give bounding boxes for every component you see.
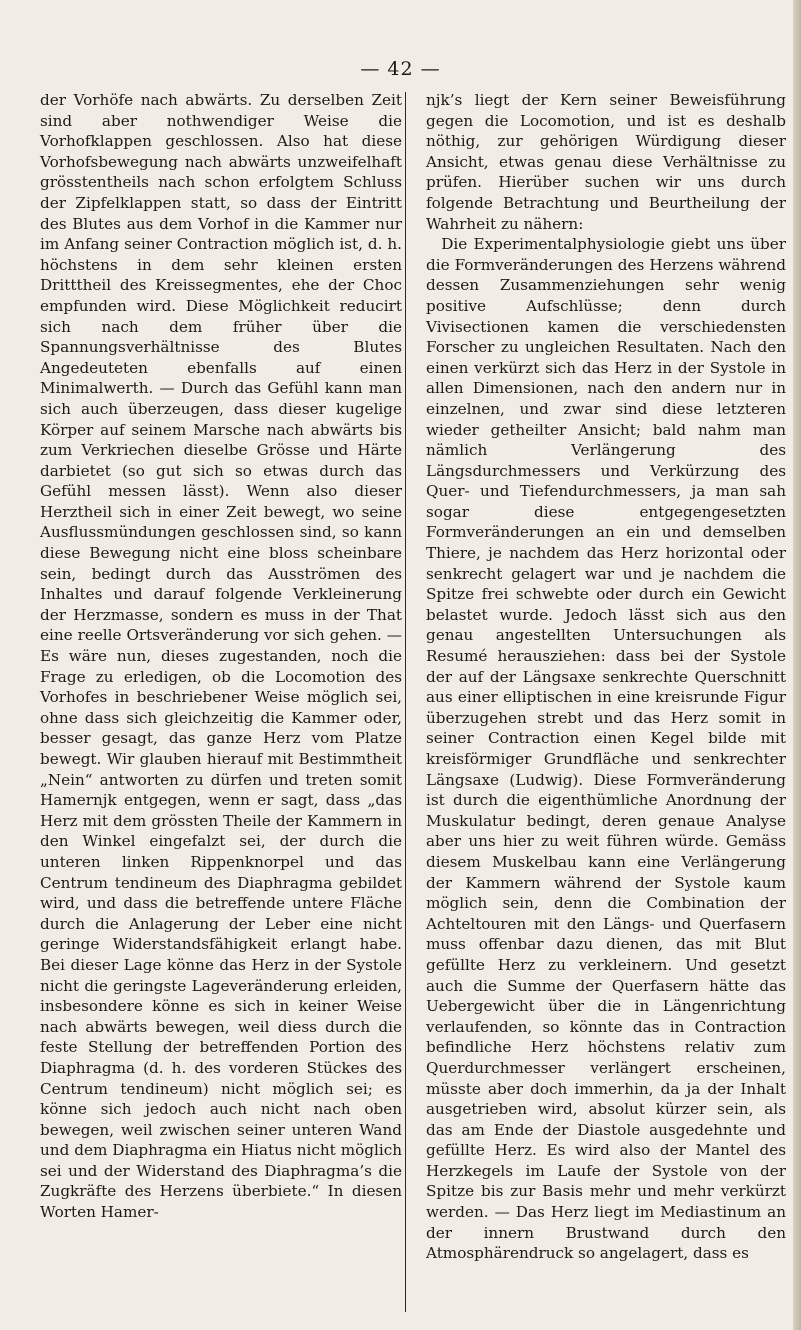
column-divider [405,92,406,1312]
paragraph: der Vorhöfe nach abwärts. Zu derselben Zeit sind aber nothwendiger Weise die Vorhofklappen geschlossen. Also hat diese Vorhofsbewegung nach abwärts unzweifelhaft grösstentheils nach schon erfolgtem Schluss der Zipfelklappen statt, so dass der Eintritt des Blutes aus dem Vorhof in die Kammer nur im Anfang seiner Contraction möglich ist, d. h. höchstens in dem sehr kleinen ersten Dritttheil des Kreissegmentes, ehe der Choc empfunden wird. Diese Möglichkeit reducirt sich nach dem früher über die Spannungsverhältnisse des Blutes Angedeuteten ebenfalls auf einen Minimalwerth. — Durch das Gefühl kann man sich auch überzeugen, dass dieser kugelige Körper auf seinem Marsche nach abwärts bis zum Verkriechen dieselbe Grösse und Härte darbietet (so gut sich so etwas durch das Gefühl messen lässt). Wenn also dieser Herztheil sich in einer Zeit bewegt, wo seine Ausflussmündungen geschlossen sind, so kann diese Bewegung nicht eine bloss scheinbare sein, bedingt durch das Ausströmen des Inhaltes und darauf folgende Verkleinerung der Herzmasse, sondern es muss in der That eine reelle Ortsveränderung vor sich gehen. — Es wäre nun, dieses zugestanden, noch die Frage zu erledigen, ob die Locomotion des Vorhofes in beschriebener Weise möglich sei, ohne dass sich gleichzeitig die Kammer oder, besser gesagt, das ganze Herz vom Platze bewegt. Wir glauben hierauf mit Bestimmtheit „Nein“ antworten zu dürfen und treten somit Hamernjk entgegen, wenn er sagt, dass „das Herz mit dem grössten Theile der Kammern in den Winkel eingefalzt sei, der durch die unteren linken Rippenknorpel und das Centrum tendineum des Diaphragma gebildet wird, und dass die betreffende untere Fläche durch die Anlagerung der Leber eine nicht geringe Widerstandsfähigkeit erlangt habe. Bei dieser Lage könne das Herz in der Systole nicht die geringste Lageveränderung erleiden, insbesondere könne es sich in keiner Weise nach abwärts bewegen, weil diess durch die feste Stellung der betreffenden Portion des Diaphragma (d. h. des vorderen Stückes des Centrum tendineum) nicht möglich sei; es könne sich jedoch auch nicht nach oben bewegen, weil zwischen seiner unteren Wand und dem Diaphragma ein Hiatus nicht möglich sei und der Widerstand des Diaphragma’s die Zugkräfte des Herzens überbiete.“ In diesen Worten Hamer- [40,91,402,1222]
page-number: — 42 — [360,58,441,80]
paragraph: Die Experimentalphysiologie giebt uns über die Formveränderungen des Herzens während dessen Zusammenziehungen sehr wenig positive Aufschlüsse; denn durch Vivisectionen kamen die verschiedensten Forscher zu ungleichen Resultaten. Nach den einen verkürzt sich das Herz in der Systole in allen Dimensionen, nach den andern nur in einzelnen, und zwar sind diese letzteren wieder getheilter Ansicht; bald nahm man nämlich Verlängerung des Längsdurchmessers und Verkürzung des Quer- und Tiefendurchmessers, ja man sah sogar diese entgegengesetzten Formveränderungen an ein und demselben Thiere, je nachdem das Herz horizontal oder senkrecht gelagert war und je nachdem die Spitze frei schwebte oder durch ein Gewicht belastet wurde. Jedoch lässt sich aus den genau angestellten Untersuchungen als Resumé herausziehen: dass bei der Systole der auf der Längsaxe senkrechte Querschnitt aus einer elliptischen in eine kreisrunde Figur überzugehen strebt und das Herz somit in seiner Contraction einen Kegel bilde mit kreisförmiger Grundfläche und senkrechter Längsaxe (Ludwig). Diese Formveränderung ist durch die eigenthümliche Anordnung der Muskulatur bedingt, deren genaue Analyse aber uns hier zu weit führen würde. Gemäss diesem Muskelbau kann eine Verlängerung der Kammern während der Systole kaum möglich sein, denn die Combination der Achteltouren mit den Längs- und Querfasern muss offenbar dazu dienen, das mit Blut gefüllte Herz zu verkleinern. Und gesetzt auch die Summe der Querfasern hätte das Uebergewicht über die in Längenrichtung verlaufenden, so könnte das in Contraction befindliche Herz höchstens relativ zum Querdurchmesser verlängert erscheinen, müsste aber doch immerhin, da ja der Inhalt ausgetrieben wird, absolut kürzer sein, als das am Ende der Diastole ausgedehnte und gefüllte Herz. Es wird also der Mantel des Herzkegels im Laufe der Systole von der Spitze bis zur Basis mehr und mehr verkürzt werden. — Das Herz liegt im Mediastinum an der innern Brustwand durch den Atmosphärendruck so angelagert, dass es [426,235,786,1263]
paragraph: njk’s liegt der Kern seiner Beweisführung gegen die Locomotion, und ist es deshalb nöthig, zur gehörigen Würdigung dieser Ansicht, etwas genau diese Verhältnisse zu prüfen. Hierüber suchen wir uns durch folgende Betrachtung und Beurtheilung der Wahrheit zu nähern: [426,91,786,233]
page-edge-shadow [793,0,801,1330]
left-column [40,90,402,1223]
right-column [426,90,786,1264]
